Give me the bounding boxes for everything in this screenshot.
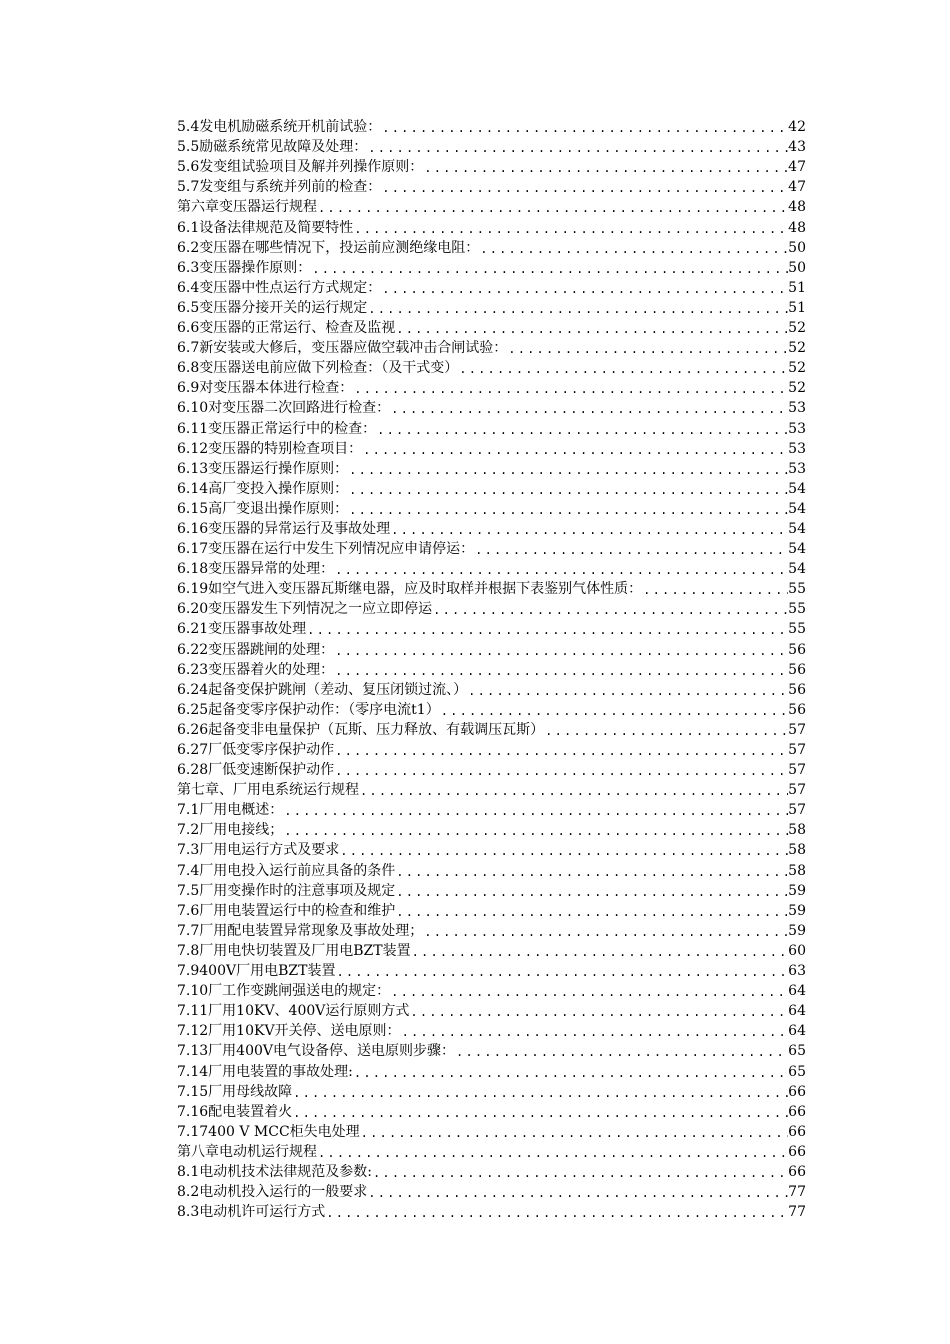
toc-dot-leader [334, 642, 788, 660]
toc-entry[interactable] [177, 398, 806, 418]
toc-entry[interactable] [177, 579, 806, 599]
toc-entry[interactable] [177, 439, 806, 459]
toc-entry-title: 6.20变压器发生下列情况之一应立即停运 [177, 601, 433, 618]
toc-entry-page-number: 66 [788, 1123, 806, 1140]
toc-entry[interactable] [177, 358, 806, 378]
toc-entry[interactable] [177, 660, 806, 680]
toc-dot-leader [348, 461, 788, 479]
toc-entry-page-number: 66 [788, 1143, 806, 1160]
toc-entry-page-number: 48 [788, 199, 806, 216]
toc-entry[interactable] [177, 1162, 806, 1182]
toc-entry-title: 7.13厂用400V电气设备停、送电原则步骤： [177, 1043, 456, 1060]
toc-entry[interactable] [177, 820, 806, 840]
toc-entry-title: 6.2变压器在哪些情况下，投运前应测绝缘电阻： [177, 239, 480, 256]
toc-entry-title: 6.7新安装或大修后，变压器应做空载冲击合闸试验： [177, 340, 508, 357]
toc-entry-page-number: 52 [788, 360, 806, 377]
toc-dot-leader [317, 199, 788, 217]
toc-entry[interactable] [177, 418, 806, 438]
toc-dot-leader [381, 179, 788, 197]
toc-entry-page-number: 77 [788, 1184, 806, 1201]
toc-entry-page-number: 57 [788, 762, 806, 779]
toc-entry-title: 6.19如空气进入变压器瓦斯继电器，应及时取样并根据下表鉴别气体性质： [177, 581, 643, 598]
toc-entry-title: 第七章、厂用电系统运行规程 [177, 782, 359, 799]
toc-dot-leader [401, 1023, 788, 1041]
toc-entry-title: 7.16配电装置着火 [177, 1103, 293, 1120]
toc-entry[interactable] [177, 137, 806, 157]
toc-entry[interactable] [177, 459, 806, 479]
toc-entry-title: 5.5励磁系统常见故障及处理： [177, 139, 368, 156]
toc-dot-leader [372, 1164, 788, 1182]
toc-entry-page-number: 63 [788, 963, 806, 980]
toc-entry-page-number: 54 [788, 480, 806, 497]
toc-entry-title: 6.12变压器的特别检查项目： [177, 440, 363, 457]
toc-entry[interactable] [177, 157, 806, 177]
toc-entry[interactable] [177, 921, 806, 941]
toc-entry-title: 7.12厂用10KV开关停、送电原则： [177, 1023, 401, 1040]
toc-dot-leader [325, 1204, 788, 1222]
toc-dot-leader [395, 320, 788, 338]
toc-entry-title: 7.17400 V MCC柜失电处理 [177, 1123, 360, 1140]
toc-entry-title: 6.25起备变零序保护动作：（零序电流t1） [177, 701, 440, 718]
toc-entry[interactable] [177, 800, 806, 820]
toc-entry-title: 7.1厂用电概述： [177, 802, 284, 819]
toc-entry[interactable] [177, 338, 806, 358]
toc-entry[interactable] [177, 499, 806, 519]
toc-entry-page-number: 52 [788, 320, 806, 337]
toc-entry-title: 8.3电动机许可运行方式 [177, 1204, 326, 1221]
toc-entry-title: 6.6变压器的正常运行、检查及监视 [177, 320, 396, 337]
toc-entry-page-number: 60 [788, 942, 806, 959]
toc-dot-leader [367, 300, 788, 318]
toc-dot-leader [359, 782, 788, 800]
toc-dot-leader [292, 1084, 788, 1102]
toc-dot-leader [467, 682, 788, 700]
toc-dot-leader [353, 380, 788, 398]
toc-entry[interactable] [177, 217, 806, 237]
toc-entry[interactable] [177, 1082, 806, 1102]
toc-entry-page-number: 59 [788, 922, 806, 939]
toc-dot-leader [306, 621, 788, 639]
toc-entry-title: 第八章电动机运行规程 [177, 1143, 317, 1160]
toc-entry-title: 6.17变压器在运行中发生下列情况应申请停运： [177, 541, 475, 558]
toc-entry[interactable] [177, 258, 806, 278]
toc-dot-leader [311, 260, 788, 278]
toc-dot-leader [335, 963, 788, 981]
toc-entry-page-number: 57 [788, 721, 806, 738]
toc-entry[interactable] [177, 177, 806, 197]
toc-entry-page-number: 52 [788, 340, 806, 357]
toc-dot-leader [458, 360, 788, 378]
toc-entry[interactable] [177, 860, 806, 880]
toc-dot-leader [544, 722, 788, 740]
toc-dot-leader [283, 822, 788, 840]
toc-dot-leader [348, 481, 788, 499]
toc-dot-leader [283, 802, 788, 820]
toc-dot-leader [423, 159, 788, 177]
toc-entry-page-number: 77 [788, 1204, 806, 1221]
toc-entry-page-number: 47 [788, 179, 806, 196]
toc-entry-page-number: 64 [788, 1003, 806, 1020]
toc-entry-page-number: 56 [788, 681, 806, 698]
toc-dot-leader [339, 842, 788, 860]
toc-entry-title: 7.7厂用配电装置异常现象及事故处理； [177, 922, 424, 939]
toc-entry-title: 6.5变压器分接开关的运行规定 [177, 299, 368, 316]
toc-entry[interactable] [177, 1202, 806, 1222]
toc-entry-title: 7.11厂用10KV、400V运行原则方式 [177, 1003, 410, 1020]
toc-entry[interactable] [177, 238, 806, 258]
toc-entry-title: 6.26起备变非电量保护（瓦斯、压力释放、有载调压瓦斯） [177, 721, 545, 738]
toc-entry-page-number: 53 [788, 460, 806, 477]
toc-entry-page-number: 50 [788, 239, 806, 256]
toc-dot-leader [353, 220, 788, 238]
toc-entry-title: 6.10对变压器二次回路进行检查： [177, 400, 391, 417]
toc-entry[interactable] [177, 117, 806, 137]
table-of-contents [177, 117, 806, 1222]
toc-entry-page-number: 65 [788, 1063, 806, 1080]
toc-entry[interactable] [177, 680, 806, 700]
toc-entry[interactable] [177, 1061, 806, 1081]
toc-entry-page-number: 52 [788, 380, 806, 397]
toc-entry-page-number: 51 [788, 299, 806, 316]
toc-dot-leader [642, 581, 788, 599]
toc-dot-leader [395, 863, 788, 881]
toc-dot-leader [367, 139, 788, 157]
toc-entry-page-number: 56 [788, 661, 806, 678]
toc-dot-leader [507, 340, 788, 358]
toc-entry-page-number: 53 [788, 440, 806, 457]
toc-dot-leader [360, 1124, 788, 1142]
toc-entry[interactable] [177, 961, 806, 981]
toc-entry-page-number: 54 [788, 541, 806, 558]
toc-entry-title: 6.15高厂变退出操作原则： [177, 500, 349, 517]
toc-entry[interactable] [177, 479, 806, 499]
toc-entry-title: 7.15厂用母线故障 [177, 1083, 293, 1100]
toc-dot-leader [423, 923, 788, 941]
toc-entry-page-number: 48 [788, 219, 806, 236]
toc-entry-title: 6.9对变压器本体进行检查： [177, 380, 354, 397]
toc-entry-title: 7.2厂用电接线； [177, 822, 284, 839]
toc-entry-title: 6.11变压器正常运行中的检查： [177, 420, 377, 437]
toc-entry[interactable] [177, 378, 806, 398]
toc-dot-leader [411, 943, 788, 961]
toc-dot-leader [367, 1184, 788, 1202]
toc-dot-leader [334, 662, 788, 680]
toc-entry-page-number: 58 [788, 862, 806, 879]
toc-entry[interactable] [177, 720, 806, 740]
toc-dot-leader [362, 441, 788, 459]
toc-entry-title: 6.23变压器着火的处理： [177, 661, 335, 678]
toc-dot-leader [334, 762, 788, 780]
toc-entry[interactable] [177, 941, 806, 961]
toc-entry-page-number: 66 [788, 1083, 806, 1100]
toc-dot-leader [317, 1144, 788, 1162]
toc-entry[interactable] [177, 700, 806, 720]
toc-entry-page-number: 55 [788, 581, 806, 598]
toc-dot-leader [381, 280, 788, 298]
toc-entry-page-number: 57 [788, 782, 806, 799]
toc-entry-page-number: 43 [788, 139, 806, 156]
toc-entry[interactable] [177, 1182, 806, 1202]
toc-entry-page-number: 65 [788, 1043, 806, 1060]
toc-entry-page-number: 64 [788, 1023, 806, 1040]
toc-entry-page-number: 47 [788, 159, 806, 176]
toc-entry[interactable] [177, 981, 806, 1001]
toc-entry-page-number: 59 [788, 882, 806, 899]
toc-entry-title: 6.21变压器事故处理 [177, 621, 307, 638]
toc-entry-page-number: 58 [788, 842, 806, 859]
toc-entry-page-number: 55 [788, 621, 806, 638]
toc-dot-leader [390, 521, 788, 539]
toc-dot-leader [390, 400, 788, 418]
toc-entry-title: 8.1电动机技术法律规范及参数: [177, 1163, 372, 1180]
toc-dot-leader [390, 983, 788, 1001]
toc-entry-title: 6.24起备变保护跳闸（差动、复压闭锁过流、） [177, 681, 468, 698]
toc-entry-title: 第六章变压器运行规程 [177, 199, 317, 216]
toc-dot-leader [334, 561, 788, 579]
toc-entry-page-number: 59 [788, 902, 806, 919]
toc-entry[interactable] [177, 881, 806, 901]
toc-dot-leader [292, 1104, 788, 1122]
toc-entry-title: 6.4变压器中性点运行方式规定： [177, 279, 382, 296]
toc-entry-title: 6.13变压器运行操作原则： [177, 460, 349, 477]
toc-entry-page-number: 58 [788, 822, 806, 839]
toc-entry-title: 5.7发变组与系统并列前的检查： [177, 179, 382, 196]
toc-entry[interactable] [177, 318, 806, 338]
toc-dot-leader [432, 601, 788, 619]
toc-dot-leader [455, 1043, 788, 1061]
toc-entry-title: 6.18变压器异常的处理： [177, 561, 335, 578]
toc-dot-leader [348, 501, 788, 519]
toc-entry[interactable] [177, 840, 806, 860]
toc-entry-title: 6.28厂低变速断保护动作 [177, 762, 335, 779]
toc-entry[interactable] [177, 639, 806, 659]
toc-entry-page-number: 66 [788, 1103, 806, 1120]
toc-dot-leader [381, 119, 788, 137]
toc-entry-page-number: 54 [788, 500, 806, 517]
toc-entry-title: 5.6发变组试验项目及解并列操作原则： [177, 159, 424, 176]
toc-entry-title: 7.10厂工作变跳闸强送电的规定： [177, 983, 391, 1000]
toc-entry-page-number: 51 [788, 279, 806, 296]
toc-entry-title: 5.4发电机励磁系统开机前试验： [177, 119, 382, 136]
toc-dot-leader [376, 421, 788, 439]
toc-entry-page-number: 56 [788, 701, 806, 718]
toc-entry-page-number: 57 [788, 742, 806, 758]
toc-dot-leader [440, 702, 788, 720]
toc-entry-title: 7.8厂用电快切装置及厂用电BZT装置 [177, 942, 411, 959]
toc-dot-leader [409, 1003, 788, 1021]
toc-entry-page-number: 54 [788, 520, 806, 537]
toc-entry-title: 7.4厂用电投入运行前应具备的条件 [177, 862, 396, 879]
toc-entry[interactable] [177, 559, 806, 579]
toc-dot-leader [353, 1064, 788, 1082]
toc-entry-title: 7.6厂用电装置运行中的检查和维护 [177, 902, 396, 919]
toc-entry[interactable] [177, 760, 806, 780]
toc-entry-page-number: 56 [788, 641, 806, 658]
toc-entry[interactable] [177, 197, 806, 217]
toc-entry-title: 7.5厂用变操作时的注意事项及规定 [177, 882, 396, 899]
toc-entry-page-number: 64 [788, 983, 806, 1000]
toc-entry-title: 7.9400V厂用电BZT装置 [177, 963, 336, 980]
toc-entry[interactable] [177, 1021, 806, 1041]
toc-entry-page-number: 53 [788, 420, 806, 437]
toc-entry-page-number: 54 [788, 561, 806, 578]
toc-entry[interactable] [177, 278, 806, 298]
toc-entry[interactable] [177, 519, 806, 539]
toc-entry[interactable] [177, 1142, 806, 1162]
toc-entry[interactable] [177, 901, 806, 921]
toc-entry-page-number: 57 [788, 802, 806, 819]
toc-entry-title: 6.14高厂变投入操作原则： [177, 480, 349, 497]
toc-entry-title: 6.27厂低变零序保护动作 [177, 742, 335, 758]
toc-entry-title: 6.16变压器的异常运行及事故处理 [177, 520, 391, 537]
toc-entry-title: 7.14厂用电装置的事故处理: [177, 1063, 353, 1080]
toc-entry[interactable] [177, 298, 806, 318]
toc-entry[interactable] [177, 740, 806, 760]
toc-entry-title: 6.8变压器送电前应做下列检查：（及干式变） [177, 360, 459, 377]
toc-entry-title: 6.3变压器操作原则： [177, 259, 312, 276]
toc-entry[interactable] [177, 1102, 806, 1122]
toc-entry-page-number: 66 [788, 1163, 806, 1180]
toc-entry[interactable] [177, 1122, 806, 1142]
toc-entry[interactable] [177, 599, 806, 619]
toc-dot-leader [395, 903, 788, 921]
toc-entry-page-number: 50 [788, 259, 806, 276]
toc-entry[interactable] [177, 1041, 806, 1061]
toc-entry[interactable] [177, 619, 806, 639]
toc-entry[interactable] [177, 780, 806, 800]
toc-dot-leader [474, 541, 788, 559]
toc-entry-title: 8.2电动机投入运行的一般要求 [177, 1184, 368, 1201]
toc-entry-title: 6.1设备法律规范及简要特性 [177, 219, 354, 236]
toc-entry-page-number: 42 [788, 119, 806, 136]
toc-dot-leader [334, 742, 788, 760]
toc-entry-page-number: 55 [788, 601, 806, 618]
toc-entry[interactable] [177, 1001, 806, 1021]
toc-entry-title: 7.3厂用电运行方式及要求 [177, 842, 340, 859]
toc-entry-page-number: 53 [788, 400, 806, 417]
toc-entry[interactable] [177, 539, 806, 559]
toc-dot-leader [395, 883, 788, 901]
toc-entry-title: 6.22变压器跳闸的处理： [177, 641, 335, 658]
toc-dot-leader [479, 240, 788, 258]
